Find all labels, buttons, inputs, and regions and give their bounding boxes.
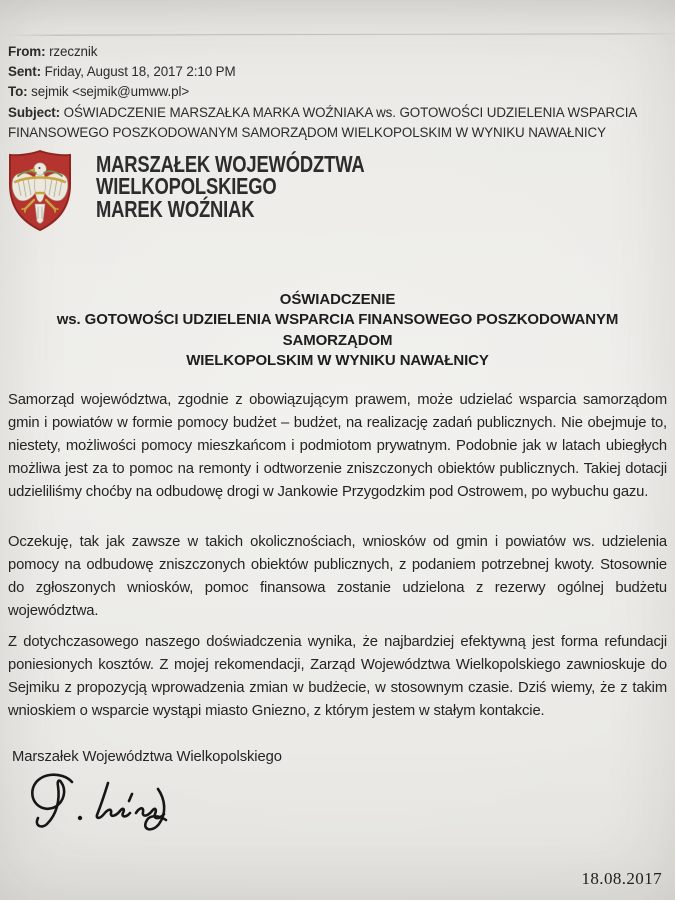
handwritten-signature-icon — [20, 769, 210, 839]
to-value: sejmik <sejmik@umww.pl> — [31, 84, 190, 100]
title-line3: WIELKOPOLSKIM W WYNIKU NAWAŁNICY — [186, 352, 489, 370]
email-subject-line — [8, 103, 654, 143]
email-from-line — [8, 42, 654, 62]
body-paragraph-1: Samorząd województwa, zgodnie z obowiązującym prawem, może udzielać wsparcia samorządom gmin i powiatów w formie pomocy budżet – budżet, na realizację zadań publicznych. Nie obejmuje to, niestety, możliwości pomocy mieszkańcom i podmiotom prywatnym. Podobnie jak w latach ubiegłych możliwa jest za to pomoc na remonty i odtworzenie zniszczonych obiektów publicznych. Takiej dotacji udzieliliśmy choćby na odbudowę drogi w Jankowie Przygodzkim pod Ostrowem, po wybuchu gazu. — [8, 392, 667, 500]
signature-role-line: Marszałek Województwa Wielkopolskiego — [12, 749, 282, 765]
document-date: 18.08.2017 — [581, 869, 662, 888]
from-value: rzecznik — [49, 44, 98, 59]
email-sent-line — [8, 62, 654, 82]
from-label: From: — [8, 44, 46, 59]
title-line1: OŚWIADCZENIE — [279, 291, 396, 308]
wielkopolska-coat-of-arms-icon — [6, 148, 74, 234]
subject-label: Subject: — [8, 104, 61, 120]
body-paragraph-3: Z dotychczasowego naszego doświadczenia wynika, że najbardziej efektywną jest forma refundacji poniesionych kosztów. Z mojej rekomendacji, Zarząd Województwa Wielkopolskiego zawnioskuje do Sejmiku z propozycją wprowadzenia zmian w budżecie, w stosownym czasie. Dziś wiemy, że z takim wnioskiem o wsparcie wystąpi miasto Gniezno, z którym jestem w stałym kontakcie. — [8, 634, 667, 719]
sent-label: Sent: — [8, 64, 41, 80]
subject-value: OŚWIADCZENIE MARSZAŁKA MARKA WOŹNIAKA ws. GOTOWOŚCI UDZIELENIA WSPARCIA FINANSOWEGO POSZKODOWANYM SAMORZĄDOM WIELKOPOLSKIM W WYNIKU NAWAŁNICY — [8, 104, 637, 140]
letterhead-line2: WIELKOPOLSKIEGO — [96, 173, 277, 200]
sent-value: Friday, August 18, 2017 2:10 PM — [44, 64, 236, 80]
eagle-eye — [39, 167, 41, 169]
to-label: To: — [8, 84, 28, 100]
letterhead — [96, 153, 432, 220]
scan-artifact-line — [6, 33, 675, 35]
title-line2: ws. GOTOWOŚCI UDZIELENIA WSPARCIA FINANSOWEGO POSZKODOWANYM SAMORZĄDOM — [56, 311, 619, 349]
email-to-line — [8, 82, 654, 102]
email-header — [8, 42, 654, 143]
letterhead-line3: MAREK WOŹNIAK — [96, 195, 255, 222]
body-paragraph-2: Oczekuję, tak jak zawsze w takich okolicznościach, wniosków od gmin i powiatów ws. udzielenia pomocy na odbudowę zniszczonych obiektów publicznych, z podaniem potrzebnej kwoty. Stosownie do zgłoszonych wniosków, pomoc finansowa zostanie udzielona z rezerwy ogólnej budżetu województwa. — [8, 534, 667, 619]
statement-title — [0, 290, 675, 372]
letterhead-line1: MARSZAŁEK WOJEWÓDZTWA — [96, 151, 365, 177]
